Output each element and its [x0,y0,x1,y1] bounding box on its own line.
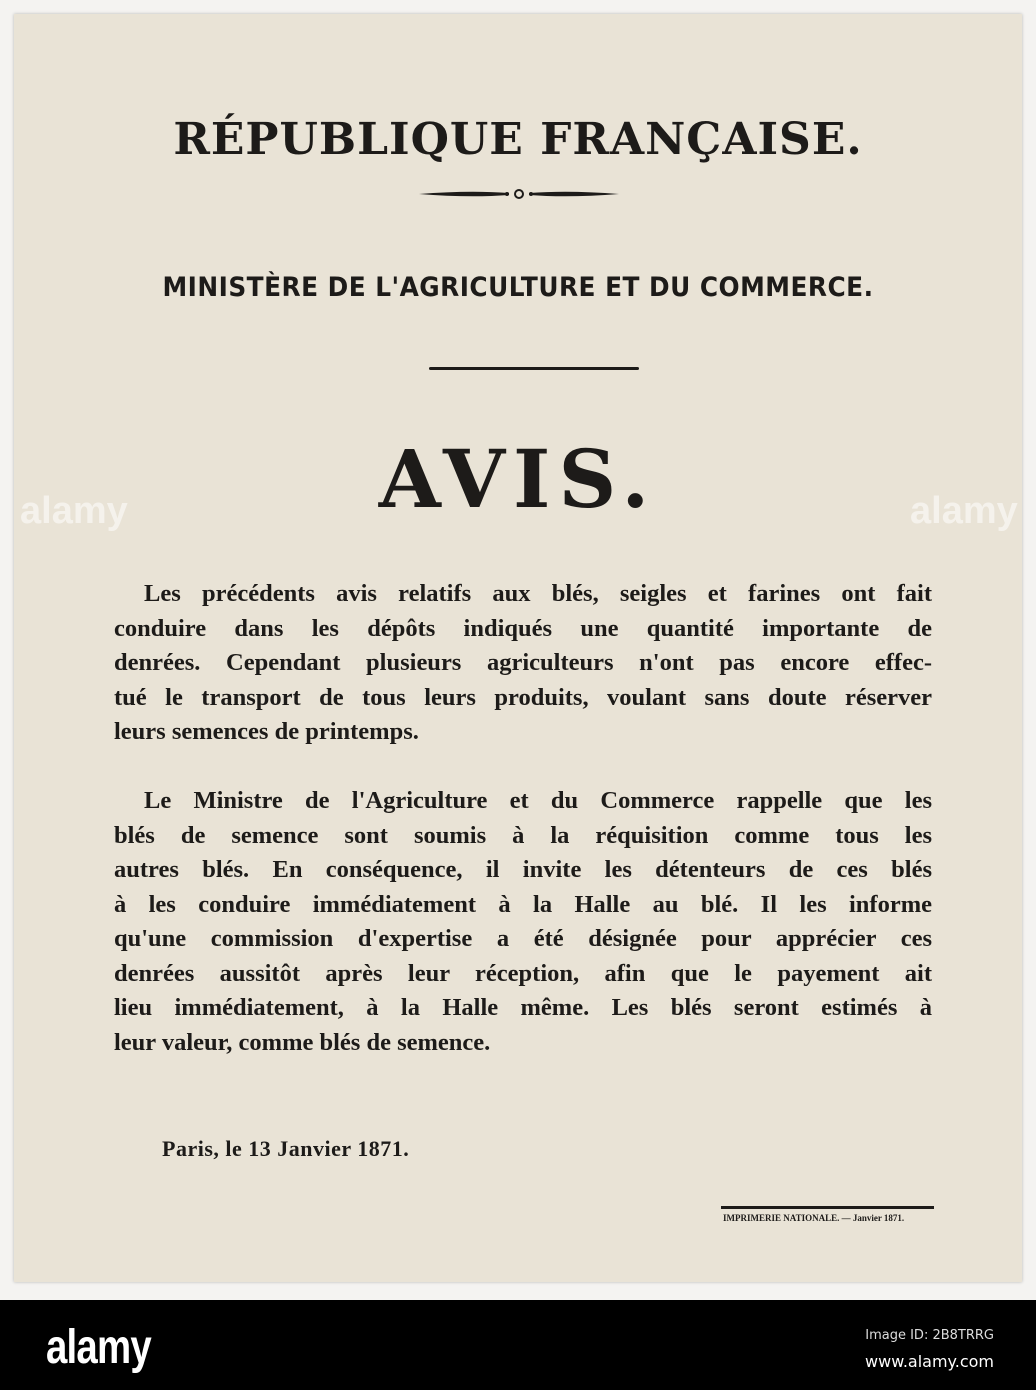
poster-sheet [14,14,1022,1282]
imprint-rule [721,1206,934,1209]
text-line: lieu immédiatement, à la Halle même. Les blés seront estimés à [114,994,932,1021]
notice-title: AVIS. [378,432,658,526]
divider [429,367,639,370]
paragraph-1 [114,577,932,750]
text-line: denrées. Cependant plusieurs agriculteurs n'ont pas encore effec- [114,649,932,676]
imprint: IMPRIMERIE NATIONALE. — Janvier 1871. [723,1213,905,1223]
text-line: autres blés. En conséquence, il invite les détenteurs de ces blés [114,856,932,883]
text-line: conduire dans les dépôts indiqués une quantité importante de [114,614,932,642]
text-line: qu'une commission d'expertise a été désignée pour apprécier ces [114,925,932,952]
watermark-footer [0,1300,1036,1390]
date-line: Paris, le 13 Janvier 1871. [162,1136,410,1161]
paragraph-2 [114,784,932,1060]
text-line: à les conduire immédiatement à la Halle au blé. Il les informe [114,890,932,918]
text-line: Les précédents avis relatifs aux blés, seigles et farines ont fait [144,580,932,607]
republic-heading: RÉPUBLIQUE FRANÇAISE. [173,114,863,165]
site-url: www.alamy.com [865,1352,994,1371]
text-line: blés de semence sont soumis à la réquisition comme tous les [114,821,932,849]
watermark-logo: alamy [20,490,128,532]
alamy-logo: alamy [46,1321,151,1374]
ornament-divider [419,184,619,204]
text-line: tué le transport de tous leurs produits, voulant sans doute réserver [114,683,932,711]
text-line: leur valeur, comme blés de semence. [114,1028,491,1056]
image-id: Image ID: 2B8TRRG [865,1328,994,1343]
text-line: denrées aussitôt après leur réception, afin que le payement ait [114,959,932,987]
text-line: leurs semences de printemps. [114,718,419,745]
watermark-logo: alamy [910,490,1018,532]
text-line: Le Ministre de l'Agriculture et du Commerce rappelle que les [144,787,932,814]
ministry-heading: MINISTÈRE DE L'AGRICULTURE ET DU COMMERCE. [162,272,874,303]
